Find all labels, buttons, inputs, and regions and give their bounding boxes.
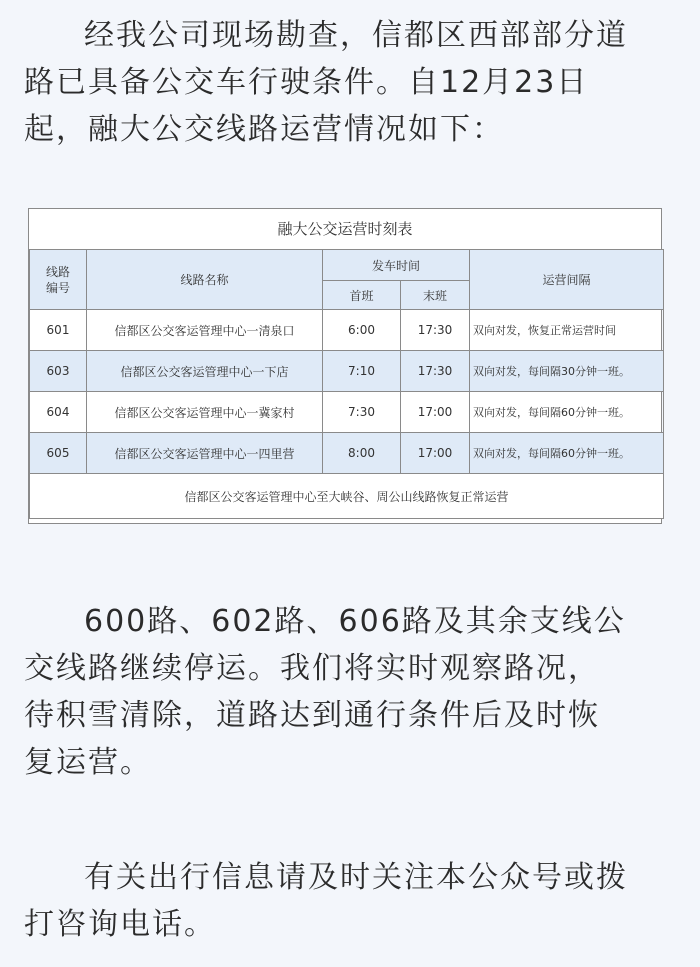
table-header-row — [30, 250, 664, 281]
route-interval: 双向对发，恢复正常运营时间 — [470, 310, 664, 351]
first-bus-time: 8:00 — [323, 433, 401, 474]
last-bus-time: 17:00 — [401, 392, 470, 433]
first-bus-time: 6:00 — [323, 310, 401, 351]
intro-line-2: 路已具备公交车行驶条件。自12月23日 — [24, 65, 589, 100]
table-footer-row — [30, 474, 664, 519]
last-bus-time: 17:30 — [401, 310, 470, 351]
intro-line-1: 经我公司现场勘查，信都区西部部分道 — [84, 18, 628, 53]
notice-line-3: 待积雪清除，道路达到通行条件后及时恢 — [24, 698, 600, 733]
last-bus-time: 17:30 — [401, 351, 470, 392]
route-no: 604 — [30, 392, 87, 433]
header-first-bus: 首班 — [323, 281, 401, 310]
intro-line-3: 起，融大公交线路运营情况如下： — [24, 112, 504, 147]
last-bus-time: 17:00 — [401, 433, 470, 474]
route-name: 信都区公交客运管理中心一四里营 — [87, 433, 323, 474]
contact-line-1: 有关出行信息请及时关注本公众号或拨 — [84, 860, 628, 895]
table-row — [30, 310, 664, 351]
route-no: 605 — [30, 433, 87, 474]
notice-line-1: 600路、602路、606路及其余支线公 — [84, 604, 626, 639]
route-interval: 双向对发，每间隔60分钟一班。 — [470, 392, 664, 433]
table-row — [30, 351, 664, 392]
header-last-bus: 末班 — [401, 281, 470, 310]
timetable — [28, 208, 662, 524]
route-name: 信都区公交客运管理中心一冀家村 — [87, 392, 323, 433]
header-departure: 发车时间 — [323, 250, 470, 281]
route-interval: 双向对发，每间隔60分钟一班。 — [470, 433, 664, 474]
route-no: 603 — [30, 351, 87, 392]
table-footer-note: 信都区公交客运管理中心至大峡谷、周公山线路恢复正常运营 — [30, 474, 664, 519]
table-row — [30, 392, 664, 433]
route-no: 601 — [30, 310, 87, 351]
header-route-name: 线路名称 — [87, 250, 323, 310]
route-name: 信都区公交客运管理中心一下店 — [87, 351, 323, 392]
route-interval: 双向对发，每间隔30分钟一班。 — [470, 351, 664, 392]
notice-line-2: 交线路继续停运。我们将实时观察路况， — [24, 651, 600, 686]
table-row — [30, 433, 664, 474]
notice-line-4: 复运营。 — [24, 745, 152, 780]
first-bus-time: 7:10 — [323, 351, 401, 392]
route-name: 信都区公交客运管理中心一清泉口 — [87, 310, 323, 351]
timetable-table — [29, 249, 664, 519]
timetable-title: 融大公交运营时刻表 — [277, 220, 413, 238]
notice-paragraph — [24, 598, 680, 786]
header-interval: 运营间隔 — [470, 250, 664, 310]
header-route-no: 线路编号 — [30, 250, 87, 310]
first-bus-time: 7:30 — [323, 392, 401, 433]
contact-line-2: 打咨询电话。 — [24, 907, 216, 942]
intro-paragraph — [24, 12, 680, 153]
contact-paragraph — [24, 854, 680, 948]
